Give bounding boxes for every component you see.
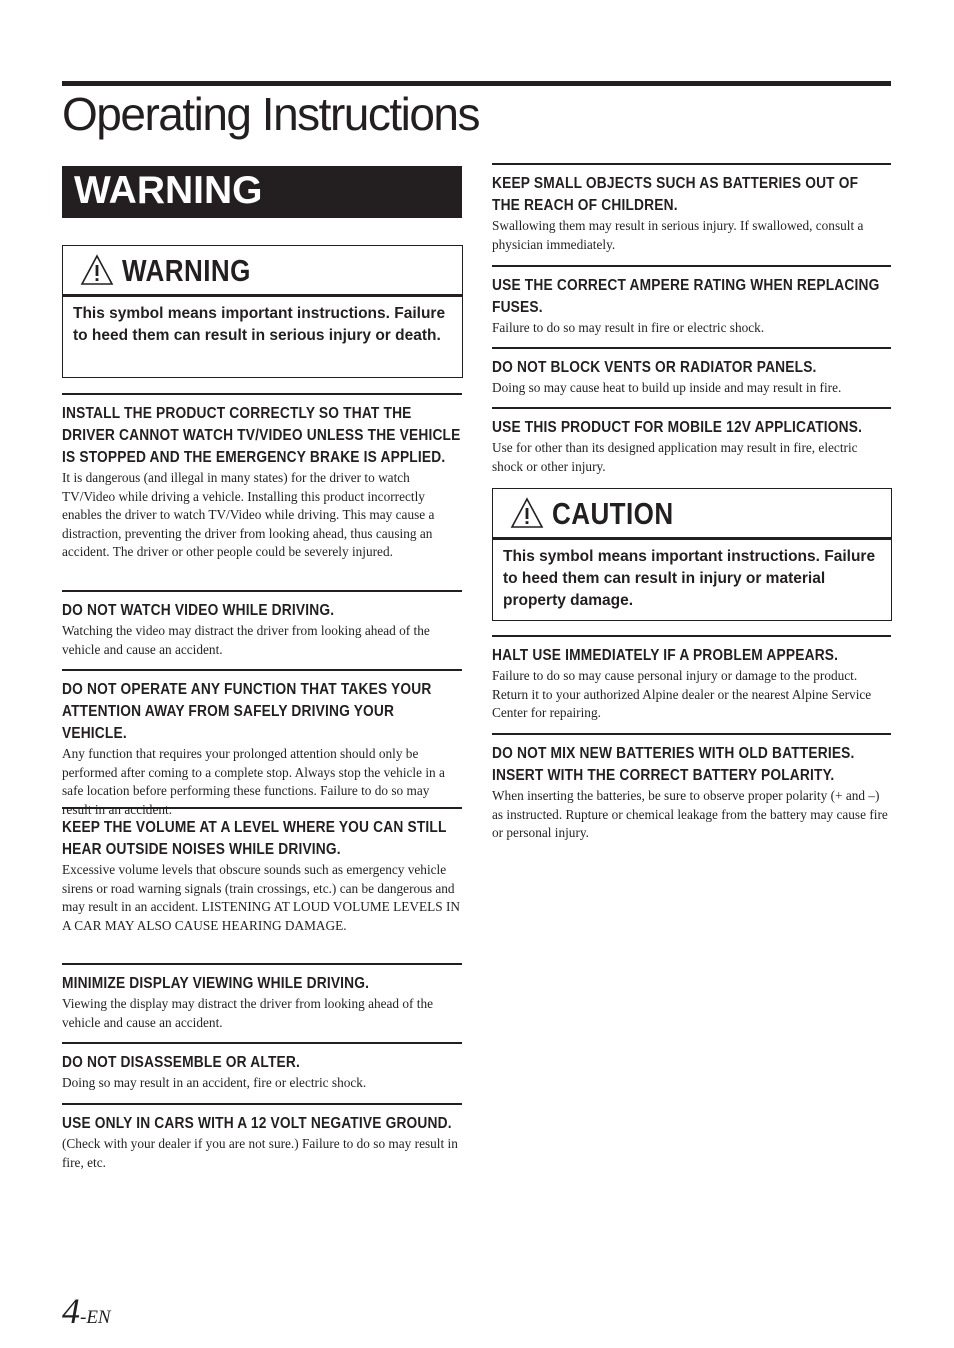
page-number (62, 1290, 111, 1332)
warning-triangle-icon (510, 497, 544, 529)
warning-item (62, 963, 462, 1032)
warning-item-text: It is dangerous (and illegal in many states) for the driver to watch TV/Video while driving a vehicle. Installing this product incorrectly enables the driver to watch TV/Video while driving. This may cause a distraction, preventing the driver from looking ahead, thus causing an accident. The driver or other people could be severely injured. (62, 470, 435, 559)
warning-triangle-icon (80, 254, 114, 286)
warning-item-text: Swallowing them may result in serious injury. If swallowed, consult a physician immediately. (492, 218, 864, 252)
caution-item-heading: DO NOT MIX NEW BATTERIES WITH OLD BATTERIES. INSERT WITH THE CORRECT BATTERY POLARITY. (492, 745, 855, 784)
caution-notice-title: CAUTION (552, 496, 674, 531)
warning-item-heading: DO NOT BLOCK VENTS OR RADIATOR PANELS. (492, 359, 817, 376)
warning-item-text: Failure to do so may result in fire or electric shock. (492, 320, 765, 335)
page-number-suffix: -EN (80, 1307, 111, 1328)
warning-item (492, 163, 891, 254)
caution-notice-header (493, 489, 891, 540)
section-banner-label: WARNING (74, 169, 263, 212)
warning-item-heading: KEEP THE VOLUME AT A LEVEL WHERE YOU CAN STILL HEAR OUTSIDE NOISES WHILE DRIVING. (62, 819, 447, 858)
warning-item-heading: USE ONLY IN CARS WITH A 12 VOLT NEGATIVE GROUND. (62, 1115, 452, 1132)
warning-item-heading: DO NOT DISASSEMBLE OR ALTER. (62, 1054, 300, 1071)
warning-item (62, 807, 462, 935)
warning-item-heading: INSTALL THE PRODUCT CORRECTLY SO THAT THE DRIVER CANNOT WATCH TV/VIDEO UNLESS THE VEHICLE IS STOPPED AND THE EMERGENCY BRAKE IS APPLIED. (62, 405, 461, 466)
warning-notice-title: WARNING (122, 253, 251, 288)
warning-item-heading: USE THE CORRECT AMPERE RATING WHEN REPLACING FUSES. (492, 277, 880, 316)
section-banner (62, 166, 462, 218)
warning-notice-box (62, 245, 463, 378)
warning-item (62, 590, 462, 659)
caution-item (492, 635, 891, 723)
warning-item (492, 265, 891, 338)
warning-item (492, 347, 891, 398)
warning-item-heading: KEEP SMALL OBJECTS SUCH AS BATTERIES OUT OF THE REACH OF CHILDREN. (492, 175, 859, 214)
warning-item-text: Doing so may result in an accident, fire or electric shock. (62, 1075, 367, 1090)
caution-item-text: Failure to do so may cause personal injury or damage to the product. Return it to your authorized Alpine dealer or the nearest Alpine Service Center for repairing. (492, 668, 872, 720)
page-number-value: 4 (62, 1291, 80, 1331)
warning-item (492, 407, 891, 476)
warning-item (62, 1103, 462, 1172)
warning-item-text: Viewing the display may distract the driver from looking ahead of the vehicle and cause an accident. (62, 996, 434, 1030)
caution-item (492, 733, 891, 843)
warning-notice-text: This symbol means important instructions. Failure to heed them can result in serious injury or death. (73, 305, 446, 344)
page-title: Operating Instructions (62, 88, 480, 140)
warning-item-text: (Check with your dealer if you are not sure.) Failure to do so may result in fire, etc. (62, 1136, 458, 1170)
warning-item (62, 1042, 462, 1093)
warning-item-text: Use for other than its designed application may result in fire, electric shock or other injury. (492, 440, 858, 474)
caution-item-text: When inserting the batteries, be sure to observe proper polarity (+ and –) as instructed. Rupture or chemical leakage from the battery may cause fire or personal injury. (492, 788, 888, 840)
warning-item-heading: MINIMIZE DISPLAY VIEWING WHILE DRIVING. (62, 975, 370, 992)
caution-notice-box (492, 488, 892, 621)
warning-notice-header (63, 246, 462, 297)
caution-item-heading: HALT USE IMMEDIATELY IF A PROBLEM APPEARS. (492, 647, 839, 664)
warning-item-text: Any function that requires your prolonged attention should only be performed after coming to a complete stop. Always stop the vehicle in a safe location before performing these functions. Failure to do so may result in an accident. (62, 746, 445, 817)
warning-item-text: Doing so may cause heat to build up inside and may result in fire. (492, 380, 842, 395)
warning-item-heading: DO NOT OPERATE ANY FUNCTION THAT TAKES YOUR ATTENTION AWAY FROM SAFELY DRIVING YOUR VEHICLE. (62, 681, 432, 742)
warning-item (62, 669, 462, 819)
warning-item-text: Watching the video may distract the driver from looking ahead of the vehicle and cause an accident. (62, 623, 430, 657)
warning-item-text: Excessive volume levels that obscure sounds such as emergency vehicle sirens or road warning signals (train crossings, etc.) can be dangerous and may result in an accident. LISTENING AT LOUD VOLUME LEVELS IN A CAR MAY ALSO CAUSE HEARING DAMAGE. (62, 862, 460, 933)
caution-notice-text: This symbol means important instructions. Failure to heed them can result in injury or material property damage. (503, 548, 876, 609)
warning-item-heading: DO NOT WATCH VIDEO WHILE DRIVING. (62, 602, 335, 619)
warning-item-heading: USE THIS PRODUCT FOR MOBILE 12V APPLICATIONS. (492, 419, 863, 436)
warning-item (62, 393, 462, 562)
